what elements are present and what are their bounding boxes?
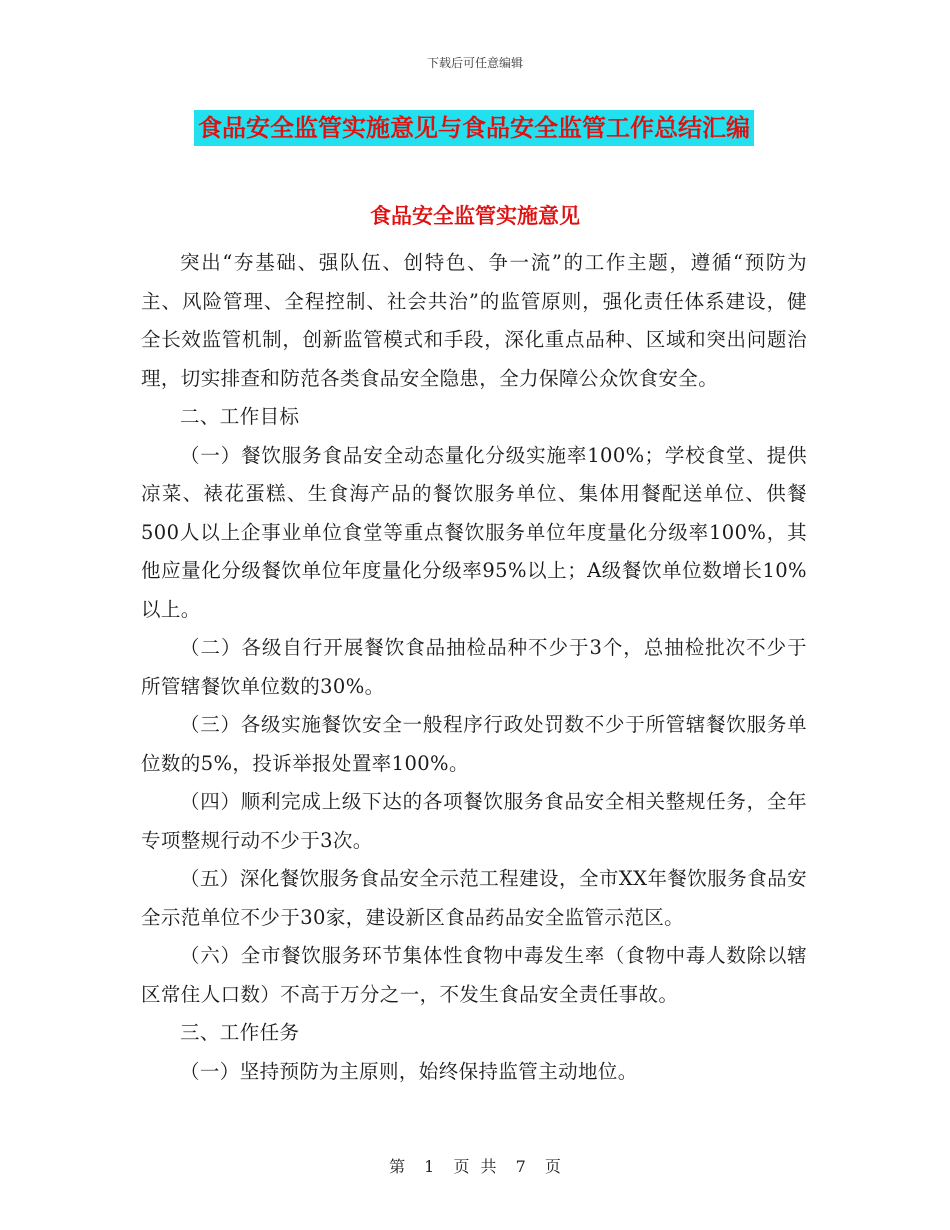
- paragraph: 突出“夯基础、强队伍、创特色、争一流”的工作主题，遵循“预防为主、风险管理、全程控制、社会共治”的监管原则，强化责任体系建设，健全长效监管机制，创新监管模式和手段，深化重点品种、区域和突出问题治理，切实排查和防范各类食品安全隐患，全力保障公众饮食安全。: [141, 251, 807, 390]
- footer-prefix: 第: [389, 1157, 406, 1176]
- header-note: 下载后可任意编辑: [426, 56, 523, 70]
- section-title: 食品安全监管实施意见: [370, 203, 580, 228]
- paragraph: （二）各级自行开展餐饮食品抽检品种不少于3个，总抽检批次不少于所管辖餐饮单位数的30%。: [141, 636, 807, 698]
- paragraph: 二、工作目标: [180, 405, 300, 428]
- paragraph: （六）全市餐饮服务环节集体性食物中毒发生率（食物中毒人数除以辖区常住人口数）不高于万分之一，不发生食品安全责任事故。: [141, 944, 807, 1006]
- total-pages: 7: [515, 1157, 526, 1176]
- paragraph: （一）餐饮服务食品安全动态量化分级实施率100%；学校食堂、提供凉菜、裱花蛋糕、生食海产品的餐饮服务单位、集体用餐配送单位、供餐500人以上企事业单位食堂等重点餐饮服务单位年度量化分级率100%，其他应量化分级餐饮单位年度量化分级率95%以上；A级餐饮单位数增长10%以上。: [141, 443, 807, 621]
- document-title: 食品安全监管实施意见与食品安全监管工作总结汇编: [194, 110, 754, 146]
- footer-mid: 页 共: [453, 1157, 497, 1176]
- document-body: [141, 244, 807, 1091]
- paragraph: （五）深化餐饮服务食品安全示范工程建设，全市XX年餐饮服务食品安全示范单位不少于30家，建设新区食品药品安全监管示范区。: [141, 867, 807, 929]
- footer-suffix: 页: [544, 1157, 561, 1176]
- paragraph: （三）各级实施餐饮安全一般程序行政处罚数不少于所管辖餐饮服务单位数的5%，投诉举报处置率100%。: [141, 713, 807, 775]
- paragraph: （四）顺利完成上级下达的各项餐饮服务食品安全相关整规任务，全年专项整规行动不少于3次。: [141, 790, 807, 852]
- paragraph: （一）坚持预防为主原则，始终保持监管主动地位。: [180, 1059, 638, 1083]
- page-footer: [0, 1154, 950, 1177]
- paragraph: 三、工作任务: [180, 1021, 300, 1044]
- page-number: 1: [424, 1157, 435, 1176]
